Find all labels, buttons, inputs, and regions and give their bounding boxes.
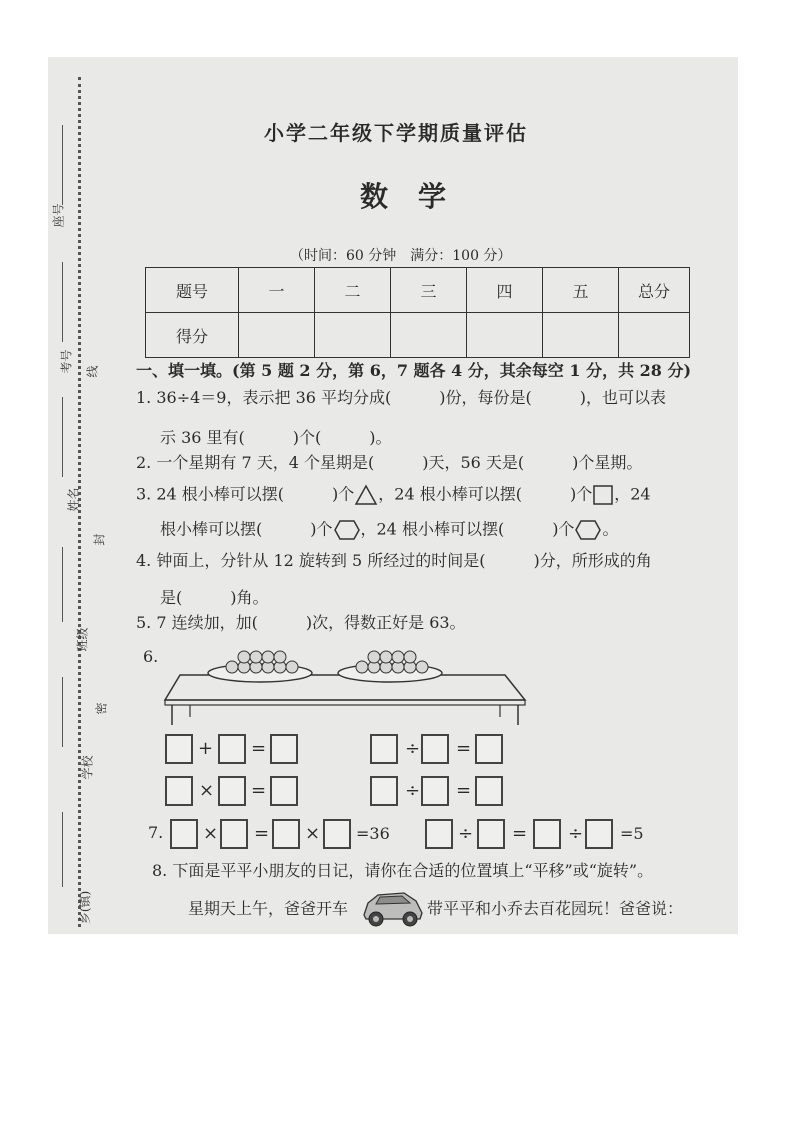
score-table-cell: 总分 xyxy=(619,268,690,313)
score-cell-5[interactable] xyxy=(543,313,619,358)
question-3-text-b: ，24 根小棒可以摆( )个 xyxy=(378,484,593,504)
times-sign: × xyxy=(203,823,219,844)
score-table xyxy=(145,267,690,358)
question-7: 7. xyxy=(148,823,164,842)
equals-sign: = xyxy=(251,738,267,759)
score-row-label: 得分 xyxy=(146,313,239,358)
secret-mark: 密 xyxy=(94,702,109,715)
divide-sign: ÷ xyxy=(568,823,584,844)
answer-box[interactable] xyxy=(272,819,300,849)
equals-sign: = xyxy=(251,780,267,801)
answer-box[interactable] xyxy=(533,819,561,849)
hexagon-icon xyxy=(574,519,602,541)
question-2: 2. 一个星期有 7 天，4 个星期是( )天，56 天是( )个星期。 xyxy=(136,453,643,472)
table-strawberries-illustration xyxy=(160,645,530,725)
exam-paper xyxy=(48,57,738,934)
answer-box[interactable] xyxy=(165,776,193,806)
line-mark: 线 xyxy=(85,365,100,378)
exam-title: 小学二年级下学期质量评估 xyxy=(264,121,528,145)
question-4-line-2: 是( )角。 xyxy=(160,588,269,607)
diary-text-a: 星期天上午，爸爸开车 xyxy=(188,899,349,918)
class-line xyxy=(62,547,63,622)
question-8: 8. 下面是平平小朋友的日记，请你在合适的位置填上“平移”或“旋转”。 xyxy=(152,861,654,880)
score-cell-1[interactable] xyxy=(239,313,315,358)
exam-no-line xyxy=(62,262,63,342)
equals-sign: = xyxy=(254,823,270,844)
question-7-result-1: =36 xyxy=(356,824,390,843)
score-table-score-row xyxy=(146,313,690,358)
score-table-cell: 四 xyxy=(467,268,543,313)
score-table-header-row xyxy=(146,268,690,313)
answer-box[interactable] xyxy=(170,819,198,849)
score-cell-3[interactable] xyxy=(391,313,467,358)
question-1-line-2: 示 36 里有( )个( )。 xyxy=(160,428,392,447)
question-3-text-a: 3. 24 根小棒可以摆( )个 xyxy=(136,484,355,504)
answer-box[interactable] xyxy=(475,776,503,806)
score-table-cell: 五 xyxy=(543,268,619,313)
square-icon xyxy=(592,484,614,506)
seal-mark: 封 xyxy=(92,533,107,546)
divide-sign: ÷ xyxy=(405,780,421,801)
question-3-text-d: 根小棒可以摆( )个 xyxy=(160,519,333,539)
answer-box[interactable] xyxy=(477,819,505,849)
class-label: 班级 xyxy=(75,627,90,652)
score-table-cell: 二 xyxy=(315,268,391,313)
exam-meta: （时间：60 分钟 满分：100 分） xyxy=(290,248,512,264)
answer-box[interactable] xyxy=(421,734,449,764)
answer-box[interactable] xyxy=(475,734,503,764)
question-4-line-1: 4. 钟面上，分针从 12 旋转到 5 所经过的时间是( )分，所形成的角 xyxy=(136,551,652,570)
divide-sign: ÷ xyxy=(458,823,474,844)
answer-box[interactable] xyxy=(370,776,398,806)
town-label: 乡(镇) xyxy=(78,890,93,925)
answer-box[interactable] xyxy=(218,734,246,764)
score-table-cell: 三 xyxy=(391,268,467,313)
score-cell-4[interactable] xyxy=(467,313,543,358)
answer-box[interactable] xyxy=(370,734,398,764)
school-line xyxy=(62,677,63,747)
equals-sign: = xyxy=(456,780,472,801)
answer-box[interactable] xyxy=(270,776,298,806)
question-3-text-e: ，24 根小棒可以摆( )个 xyxy=(360,519,575,539)
town-line xyxy=(62,812,63,887)
answer-box[interactable] xyxy=(270,734,298,764)
question-1-line-1: 1. 36÷4＝9，表示把 36 平均分成( )份，每份是( )，也可以表 xyxy=(136,388,666,407)
score-table-cell: 一 xyxy=(239,268,315,313)
equals-sign: = xyxy=(512,823,528,844)
answer-box[interactable] xyxy=(425,819,453,849)
question-3-text-c: ，24 xyxy=(614,484,651,504)
equals-sign: = xyxy=(456,738,472,759)
question-7-result-2: =5 xyxy=(620,824,644,843)
strawberry-plate-icon xyxy=(338,651,442,682)
question-3-line-1 xyxy=(136,484,651,506)
question-6: 6. xyxy=(143,647,159,666)
question-5: 5. 7 连续加，加( )次，得数正好是 63。 xyxy=(136,613,466,632)
section1-heading: 一、填一填。(第 5 题 2 分，第 6，7 题各 4 分，其余每空 1 分，共 28 分) xyxy=(136,361,692,380)
times-sign: × xyxy=(199,780,215,801)
answer-box[interactable] xyxy=(421,776,449,806)
diary-text-b: 带平平和小乔去百花园玩！爸爸说： xyxy=(427,899,684,918)
exam-no-label: 考号 xyxy=(59,349,74,374)
triangle-icon xyxy=(354,484,378,506)
school-label: 学校 xyxy=(80,755,95,780)
hexagon-icon xyxy=(333,519,361,541)
strawberry-plate-icon xyxy=(208,651,312,682)
name-label: 姓名 xyxy=(66,487,81,512)
question-3-text-f: 。 xyxy=(602,519,619,539)
times-sign: × xyxy=(305,823,321,844)
subject-title: 数学 xyxy=(360,180,477,213)
answer-box[interactable] xyxy=(585,819,613,849)
answer-box[interactable] xyxy=(220,819,248,849)
question-3-line-2 xyxy=(160,519,618,541)
name-line xyxy=(62,397,63,477)
answer-box[interactable] xyxy=(165,734,193,764)
plus-sign: + xyxy=(198,738,214,759)
score-table-cell: 题号 xyxy=(146,268,239,313)
divide-sign: ÷ xyxy=(405,738,421,759)
score-cell-total[interactable] xyxy=(619,313,690,358)
car-icon xyxy=(358,885,428,929)
score-cell-2[interactable] xyxy=(315,313,391,358)
seat-label: 座号 xyxy=(51,203,66,228)
answer-box[interactable] xyxy=(218,776,246,806)
answer-box[interactable] xyxy=(323,819,351,849)
seat-line xyxy=(62,125,63,205)
